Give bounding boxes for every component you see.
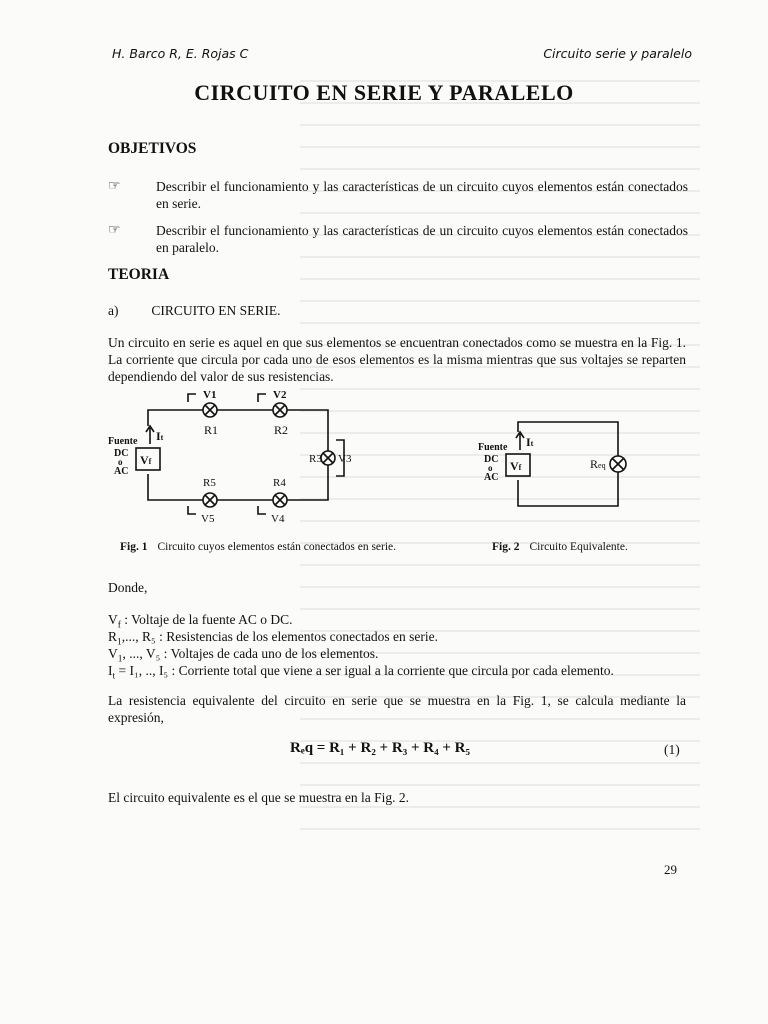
definition-subscript: t [112,671,116,682]
label-vf-2: V [510,459,519,473]
label-o-2: o [488,463,493,473]
svg-text:Fuente [478,442,508,453]
objectives-heading: OBJETIVOS [108,140,197,157]
label-r3: R3 [309,453,322,465]
label-v1: V1 [203,389,217,401]
label-it: I [156,429,161,443]
theory-heading: TEORIA [108,266,170,283]
definition-text: = I₁, .., I₅ : Corriente total que viene a ser igual a la corriente que circula por cada elemento. [115,663,614,678]
objective-item-1 [108,178,688,212]
lamp-icon [273,403,287,417]
page-number: 29 [664,862,677,877]
donde-label: Donde, [108,580,148,595]
header-authors: H. Barco R, E. Rojas C [112,46,249,61]
label-v5: V5 [201,513,215,525]
svg-text:V1 [203,389,216,401]
svg-text:It [526,435,534,449]
figure2-caption-text: Circuito Equivalente. [529,541,628,553]
svg-text:R1 [204,423,218,437]
svg-text:AC [114,466,128,477]
definition-text: ,..., R₅ : Resistencias de los elementos conectados en serie. [121,629,438,644]
label-v4: V4 [271,513,285,525]
label-fuente: Fuente [108,436,138,447]
subsection-heading [108,303,281,319]
objective-item-2 [108,222,688,256]
definition-subscript: 1 [117,654,123,665]
lamp-icon [203,493,217,507]
definition-i [108,663,614,682]
pointing-hand-icon: ☞ [108,179,121,194]
intro-paragraph: Un circuito en serie es aquel en que sus elementos se encuentran conectados como se muestra en la Fig. 1. La corriente que circula por cada uno de esos elementos es la misma mientras que sus voltajes se reparten dependiendo del valor de sus resistencias. [108,335,686,384]
lamp-icon [273,493,287,507]
definition-symbol: V [108,612,118,627]
label-dc: DC [114,448,129,459]
lamp-icon [610,456,626,472]
figure1-caption-text: Circuito cuyos elementos están conectados en serie. [157,541,397,553]
definition-subscript: f [117,620,121,631]
svg-text:Fuente [108,436,138,447]
figure1-caption [120,541,396,553]
label-r2: R2 [274,423,289,437]
label-r1: R1 [204,423,219,437]
definition-symbol: R [108,629,118,644]
label-ac: AC [114,466,129,477]
svg-text:R5 [203,477,216,489]
svg-text:V5 [201,513,215,525]
circuit-diagrams [108,388,688,536]
definition-symbol: I [108,663,113,678]
definition-text: , ..., V₅ : Voltajes de cada uno de los elementos. [122,646,379,661]
objective-text-1: Describir el funcionamiento y las características de un circuito cuyos elementos están conectados en serie. [156,179,688,211]
header-running-title: Circuito serie y paralelo [543,46,692,61]
objective-text-2: Describir el funcionamiento y las características de un circuito cuyos elementos están conectados en paralelo. [156,223,688,255]
subsection-letter: a) [108,303,119,318]
current-arrow-icon [516,432,524,450]
subsection-title: CIRCUITO EN SERIE. [151,303,281,318]
definition-text: : Voltaje de la fuente AC o DC. [120,612,293,627]
lamp-icon [321,451,335,465]
svg-text:R2 [274,423,288,437]
definition-vf [108,612,293,631]
equation-req: Rₑq = R₁ + R₂ + R₃ + R₄ + R₅ [290,740,470,756]
definition-symbol: V [108,646,118,661]
label-vf-sub: f [148,457,152,466]
label-it-sub: t [160,433,164,442]
label-r5: R5 [203,477,216,489]
figure1-caption-label: Fig. 1 [120,541,148,553]
label-r4: R4 [273,477,286,489]
label-vf: V [140,453,149,467]
label-v3: V3 [338,453,352,465]
svg-text:Req [590,457,606,471]
label-fuente-2: Fuente [478,442,508,453]
label-req-sub: eq [598,461,606,470]
label-it-sub-2: t [530,439,534,448]
svg-text:R4 [273,477,286,489]
equation-number: (1) [664,742,680,757]
svg-text:V2 [273,389,287,401]
label-v2: V2 [273,389,287,401]
svg-text:R3 [309,453,322,465]
series-loop-wire [148,410,328,500]
resistance-paragraph: La resistencia equivalente del circuito en serie que se muestra en la Fig. 1, se calcula mediante la expresión, [108,693,686,725]
label-req: R [590,457,599,471]
lamp-icon [203,403,217,417]
closing-sentence: El circuito equivalente es el que se muestra en la Fig. 2. [108,790,410,805]
definition-v [108,646,378,665]
page-title: CIRCUITO EN SERIE Y PARALELO [194,80,574,105]
definition-r [108,629,438,648]
svg-text:AC [484,472,498,483]
label-vf-sub-2: f [518,463,522,472]
label-it-2: I [526,435,531,449]
definition-subscript: 1 [117,637,122,648]
label-o: o [118,457,123,467]
label-ac-2: AC [484,472,499,483]
svg-text:V4 [271,513,285,525]
figure2-caption-label: Fig. 2 [492,541,520,553]
label-dc-2: DC [484,454,499,465]
figure2-caption [492,541,628,553]
svg-text:V3 [338,453,352,465]
svg-text:It [156,429,164,443]
pointing-hand-icon: ☞ [108,223,121,238]
current-arrow-icon [146,426,154,444]
